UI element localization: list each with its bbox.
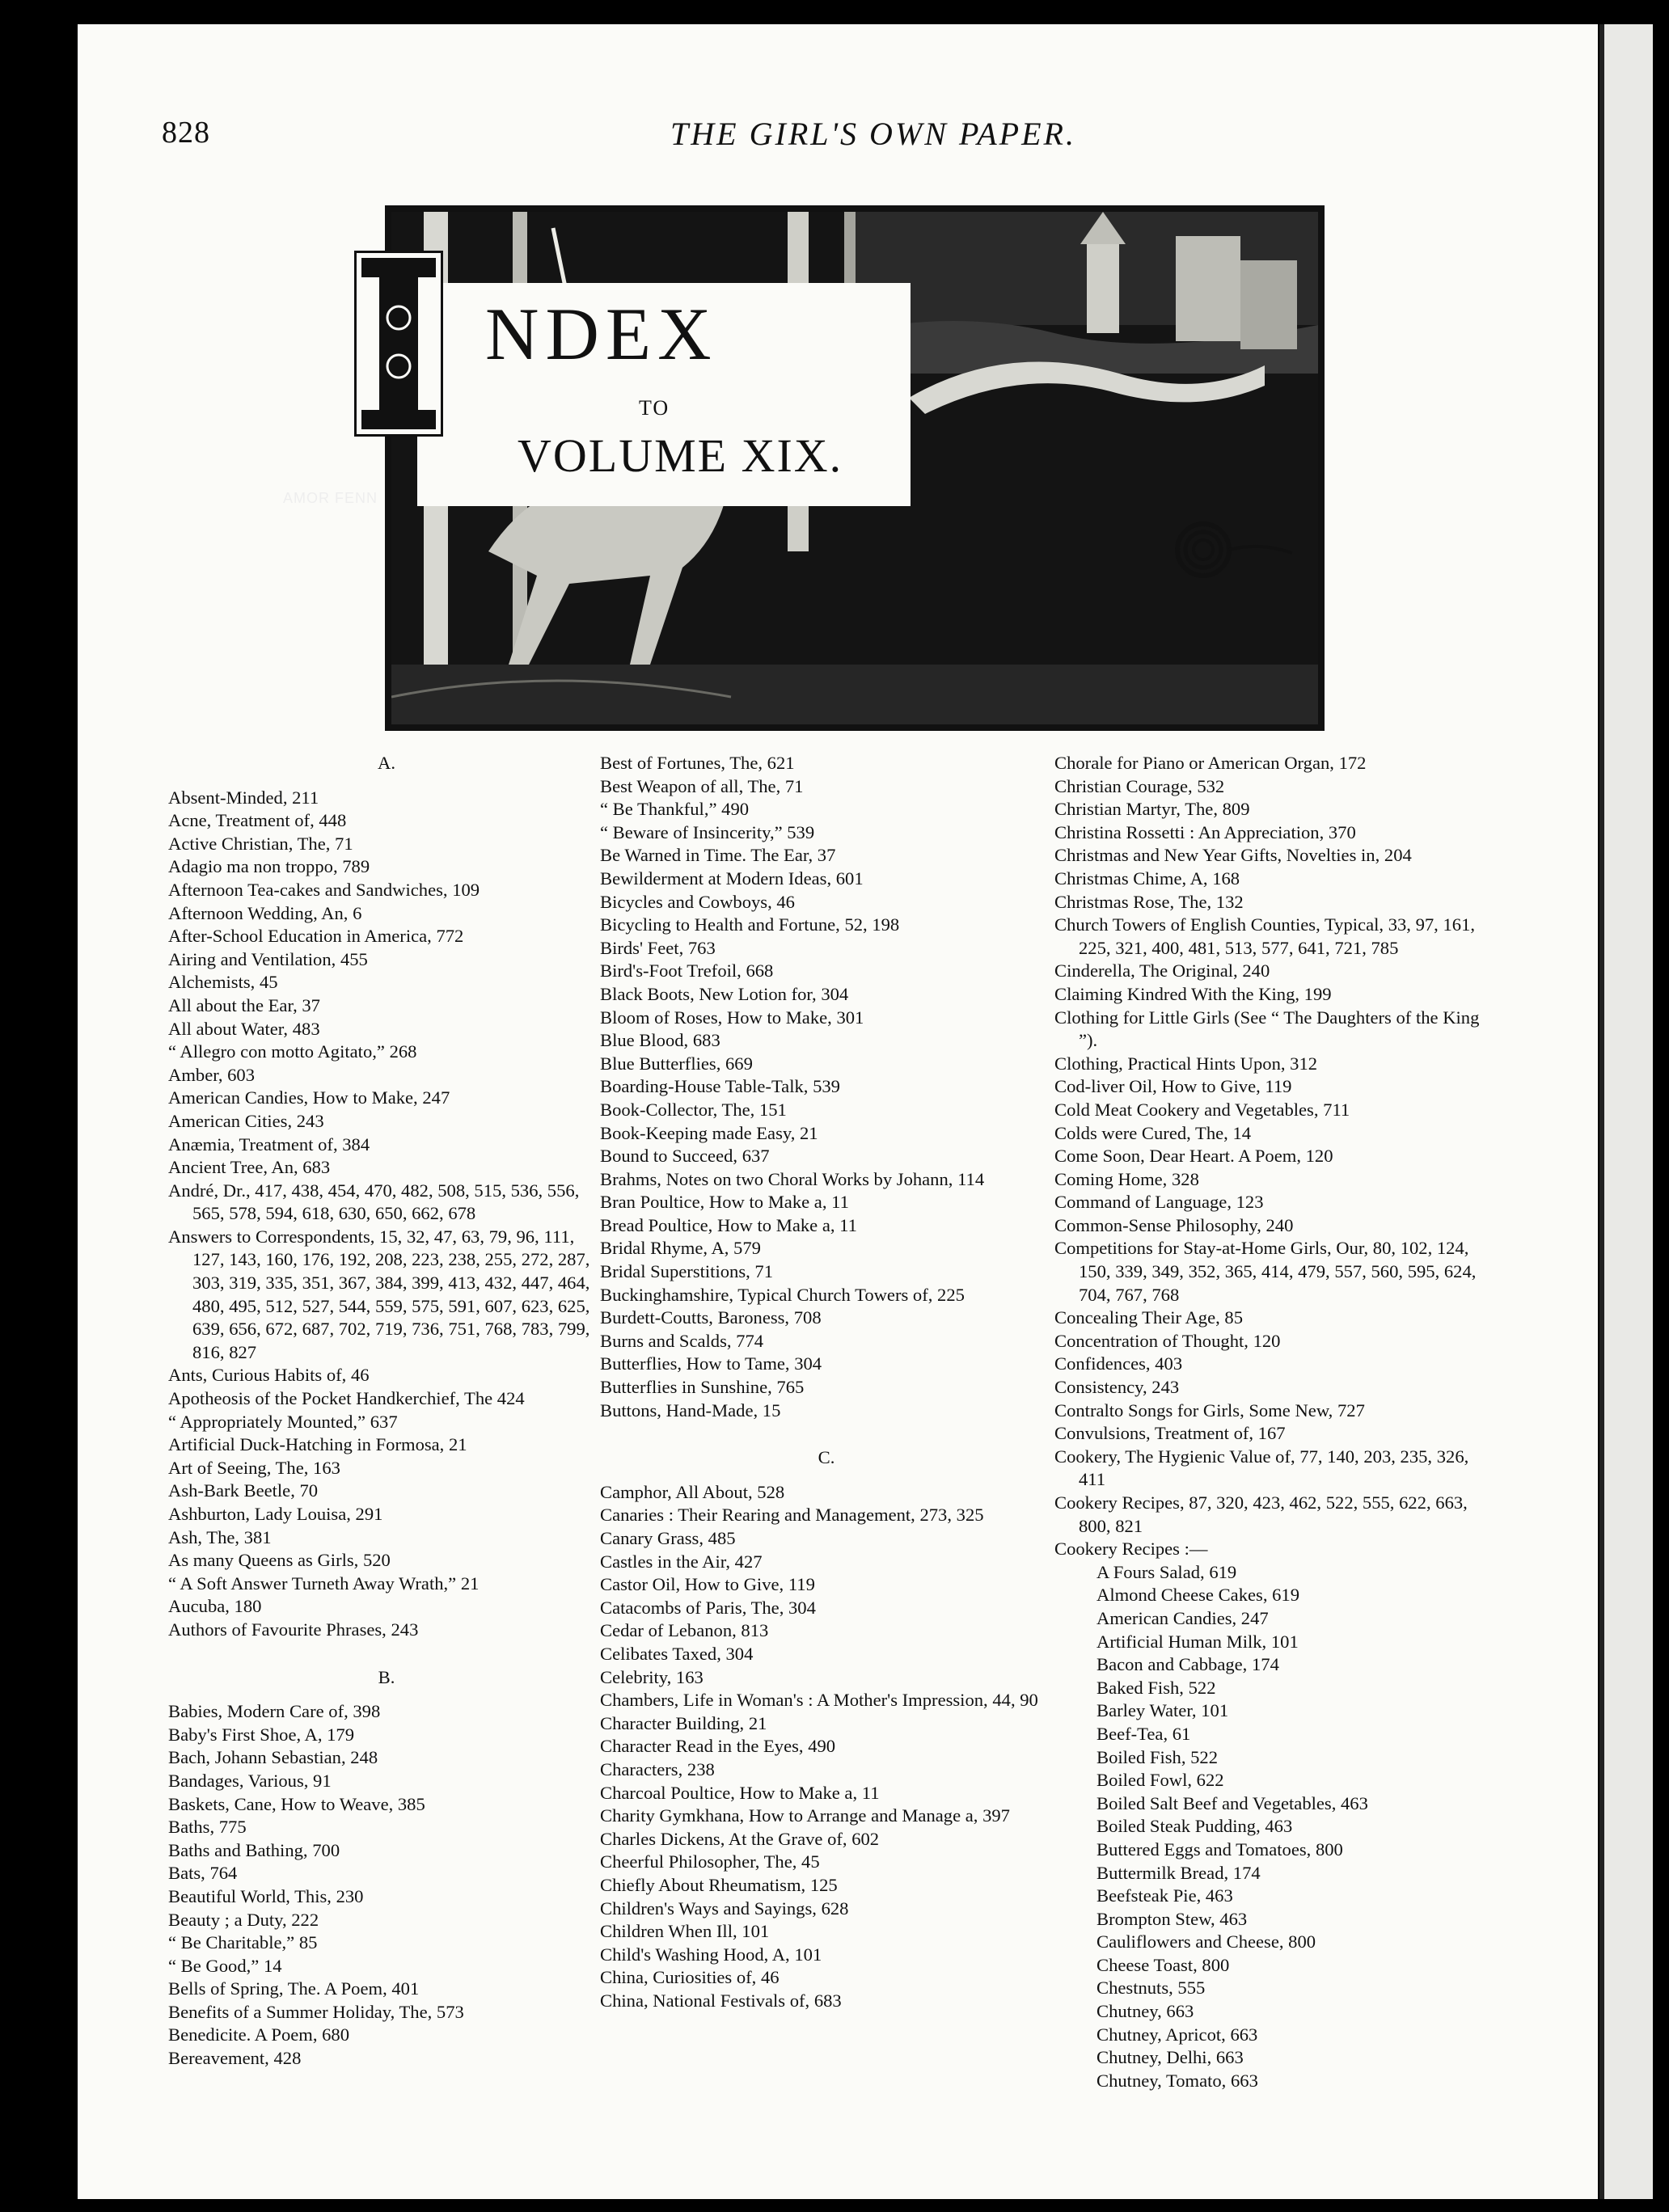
index-entry: Charity Gymkhana, How to Arrange and Manage a, 397 bbox=[600, 1805, 1010, 1826]
index-entry: Celibates Taxed, 304 bbox=[600, 1643, 754, 1664]
index-entry: Camphor, All About, 528 bbox=[600, 1481, 785, 1502]
index-subentry: Buttered Eggs and Tomatoes, 800 bbox=[1096, 1838, 1343, 1860]
index-subentry: Cauliflowers and Cheese, 800 bbox=[1096, 1931, 1316, 1952]
index-entry: After-School Education in America, 772 bbox=[168, 926, 464, 947]
index-subentry: Chestnuts, 555 bbox=[1096, 1978, 1206, 1999]
index-entry: Christmas Rose, The, 132 bbox=[1054, 891, 1244, 912]
index-entry: Ash-Bark Beetle, 70 bbox=[168, 1480, 319, 1501]
index-entry: Cinderella, The Original, 240 bbox=[1054, 960, 1270, 981]
index-entry: Christina Rossetti : An Appreciation, 370 bbox=[1054, 821, 1356, 842]
index-entry: Benefits of a Summer Holiday, The, 573 bbox=[168, 2001, 464, 2022]
index-entry: Christmas Chime, A, 168 bbox=[1054, 867, 1240, 889]
index-entry: Anæmia, Treatment of, 384 bbox=[168, 1133, 370, 1155]
index-entry: Consistency, 243 bbox=[1054, 1377, 1180, 1398]
index-entry: Chorale for Piano or American Organ, 172 bbox=[1054, 753, 1367, 773]
spiral-ornament-icon bbox=[1171, 517, 1325, 582]
index-entry: André, Dr., 417, 438, 454, 470, 482, 508, 515, 536, 556, 565, 578, 594, 618, 630, 650, 662, 678 bbox=[168, 1180, 580, 1224]
index-entry: Children When Ill, 101 bbox=[600, 1921, 770, 1942]
index-entry: Bird's-Foot Trefoil, 668 bbox=[600, 960, 774, 981]
index-entry: Bound to Succeed, 637 bbox=[600, 1146, 770, 1167]
artist-signature: AMOR FENN bbox=[283, 490, 378, 506]
index-entry: Absent-Minded, 211 bbox=[168, 787, 319, 808]
index-entry: Burns and Scalds, 774 bbox=[600, 1330, 764, 1351]
index-subentry: Chutney, Delhi, 663 bbox=[1096, 2047, 1244, 2068]
index-entry: Book-Collector, The, 151 bbox=[600, 1099, 787, 1120]
index-entry: Coming Home, 328 bbox=[1054, 1168, 1199, 1189]
index-entry: “ Be Good,” 14 bbox=[168, 1955, 282, 1976]
index-entry: Bread Poultice, How to Make a, 11 bbox=[600, 1214, 857, 1235]
index-entry: Book-Keeping made Easy, 21 bbox=[600, 1122, 818, 1143]
index-entry: Convulsions, Treatment of, 167 bbox=[1054, 1423, 1286, 1444]
index-entry: Common-Sense Philosophy, 240 bbox=[1054, 1214, 1294, 1235]
index-entry: Clothing, Practical Hints Upon, 312 bbox=[1054, 1053, 1318, 1074]
index-entry: Best Weapon of all, The, 71 bbox=[600, 775, 804, 796]
index-entry: American Candies, How to Make, 247 bbox=[168, 1087, 450, 1108]
index-subentry: Boiled Fish, 522 bbox=[1096, 1746, 1219, 1767]
index-entry: Burdett-Coutts, Baroness, 708 bbox=[600, 1307, 822, 1328]
index-entry: Aucuba, 180 bbox=[168, 1596, 262, 1617]
index-entry: Christian Martyr, The, 809 bbox=[1054, 799, 1250, 820]
index-entry: “ Be Charitable,” 85 bbox=[168, 1932, 318, 1953]
index-entry: Adagio ma non troppo, 789 bbox=[168, 856, 370, 877]
index-entry: Cheerful Philosopher, The, 45 bbox=[600, 1851, 820, 1872]
index-entry: Cod-liver Oil, How to Give, 119 bbox=[1054, 1076, 1292, 1097]
index-entry: American Cities, 243 bbox=[168, 1110, 324, 1131]
index-entry: Concealing Their Age, 85 bbox=[1054, 1307, 1243, 1328]
index-entry: Brahms, Notes on two Choral Works by Johann, 114 bbox=[600, 1168, 985, 1189]
index-entry: Canary Grass, 485 bbox=[600, 1528, 736, 1548]
index-entry: Afternoon Tea-cakes and Sandwiches, 109 bbox=[168, 879, 480, 900]
index-entry: Children's Ways and Sayings, 628 bbox=[600, 1898, 849, 1919]
index-subentry: Chutney, 663 bbox=[1096, 2001, 1194, 2022]
index-entry: Catacombs of Paris, The, 304 bbox=[600, 1597, 816, 1618]
index-entry: Baby's First Shoe, A, 179 bbox=[168, 1724, 355, 1745]
index-entry: Airing and Ventilation, 455 bbox=[168, 948, 368, 969]
index-subentry: Boiled Fowl, 622 bbox=[1096, 1770, 1224, 1791]
index-entry: Command of Language, 123 bbox=[1054, 1192, 1264, 1213]
running-title: THE GIRL'S OWN PAPER. bbox=[670, 116, 1076, 152]
index-entry: Character Read in the Eyes, 490 bbox=[600, 1736, 836, 1757]
index-entry: Bloom of Roses, How to Make, 301 bbox=[600, 1007, 864, 1028]
index-entry: Concentration of Thought, 120 bbox=[1054, 1330, 1281, 1351]
index-entry: As many Queens as Girls, 520 bbox=[168, 1550, 391, 1571]
index-entry: Bridal Superstitions, 71 bbox=[600, 1261, 774, 1282]
index-subentry: Beefsteak Pie, 463 bbox=[1096, 1885, 1233, 1906]
index-entry: Chiefly About Rheumatism, 125 bbox=[600, 1874, 838, 1895]
index-subentry: Chutney, Apricot, 663 bbox=[1096, 2024, 1258, 2045]
index-entry: Be Warned in Time. The Ear, 37 bbox=[600, 845, 836, 866]
index-entry: Confidences, 403 bbox=[1054, 1353, 1183, 1374]
index-entry: Baths, 775 bbox=[168, 1817, 247, 1838]
index-entry: Characters, 238 bbox=[600, 1758, 715, 1779]
index-entry: Beautiful World, This, 230 bbox=[168, 1885, 364, 1906]
index-entry: Apotheosis of the Pocket Handkerchief, The 424 bbox=[168, 1388, 525, 1409]
index-entry: Bran Poultice, How to Make a, 11 bbox=[600, 1192, 849, 1213]
index-subentry: Beef-Tea, 61 bbox=[1096, 1723, 1191, 1744]
index-heading: NDEX bbox=[485, 293, 718, 375]
index-entry: Authors of Favourite Phrases, 243 bbox=[168, 1619, 419, 1640]
index-subentry: Bacon and Cabbage, 174 bbox=[1096, 1654, 1279, 1675]
index-entry: Answers to Correspondents, 15, 32, 47, 63, 79, 96, 111, 127, 143, 160, 176, 192, 208, 223, 238, 255, 272, 287, 303, 319, 335, 351, 367, 384, 399, 413, 432, 447, 464, 480, 495, 512, 527, 544, 559, 575, 591, 607, 623, 625, 639, 656, 672, 687, 702, 719, 736, 751, 768, 783, 799, 816, 827 bbox=[168, 1226, 590, 1362]
index-entry: Clothing for Little Girls (See “ The Daughters of the King ”). bbox=[1054, 1007, 1480, 1051]
index-subentry: Cheese Toast, 800 bbox=[1096, 1954, 1230, 1975]
index-entry: Acne, Treatment of, 448 bbox=[168, 810, 347, 831]
index-entry: Bereavement, 428 bbox=[168, 2048, 302, 2069]
index-column-3 bbox=[1054, 752, 1491, 2092]
index-entry: Cold Meat Cookery and Vegetables, 711 bbox=[1054, 1099, 1350, 1120]
index-entry: Come Soon, Dear Heart. A Poem, 120 bbox=[1054, 1146, 1333, 1167]
index-entry: Cookery Recipes :— bbox=[1054, 1539, 1208, 1560]
index-entry: Amber, 603 bbox=[168, 1064, 256, 1085]
index-entry: Buttons, Hand-Made, 15 bbox=[600, 1399, 781, 1420]
index-entry: Art of Seeing, The, 163 bbox=[168, 1457, 340, 1478]
index-entry: China, National Festivals of, 683 bbox=[600, 1990, 842, 2011]
index-entry: Butterflies in Sunshine, 765 bbox=[600, 1377, 805, 1398]
index-column-1 bbox=[168, 752, 605, 2071]
index-entry: Competitions for Stay-at-Home Girls, Our, 80, 102, 124, 150, 339, 349, 352, 365, 414, 479, 557, 560, 595, 624, 704, 767, 768 bbox=[1054, 1238, 1477, 1305]
index-entry: Cookery, The Hygienic Value of, 77, 140, 203, 235, 326, 411 bbox=[1054, 1446, 1469, 1490]
index-entry: Christian Courage, 532 bbox=[1054, 775, 1225, 796]
index-entry: Castor Oil, How to Give, 119 bbox=[600, 1574, 815, 1595]
index-entry: Black Boots, New Lotion for, 304 bbox=[600, 983, 849, 1004]
index-entry: Baths and Bathing, 700 bbox=[168, 1839, 340, 1860]
index-entry: Birds' Feet, 763 bbox=[600, 937, 716, 958]
index-entry: Boarding-House Table-Talk, 539 bbox=[600, 1076, 840, 1097]
index-entry: China, Curiosities of, 46 bbox=[600, 1967, 780, 1988]
index-subentry: Buttermilk Bread, 174 bbox=[1096, 1862, 1261, 1883]
index-column-2 bbox=[600, 752, 1053, 2012]
index-entry: Bells of Spring, The. A Poem, 401 bbox=[168, 1978, 420, 1999]
index-entry: Cookery Recipes, 87, 320, 423, 462, 522, 555, 622, 663, 800, 821 bbox=[1054, 1492, 1468, 1536]
index-entry: All about Water, 483 bbox=[168, 1018, 320, 1039]
index-subentry: American Candies, 247 bbox=[1096, 1607, 1269, 1628]
index-entry: Ashburton, Lady Louisa, 291 bbox=[168, 1504, 383, 1524]
index-entry: Charles Dickens, At the Grave of, 602 bbox=[600, 1828, 880, 1849]
index-entry: “ Beware of Insincerity,” 539 bbox=[600, 821, 815, 842]
index-entry: Contralto Songs for Girls, Some New, 727 bbox=[1054, 1399, 1365, 1420]
section-letter-heading: A. bbox=[378, 753, 395, 773]
section-letter-heading: C. bbox=[818, 1447, 835, 1468]
index-subentry: A Fours Salad, 619 bbox=[1096, 1561, 1237, 1582]
index-entry: Bandages, Various, 91 bbox=[168, 1770, 332, 1791]
index-entry: Bicycles and Cowboys, 46 bbox=[600, 891, 795, 912]
index-subentry: Chutney, Tomato, 663 bbox=[1096, 2070, 1258, 2091]
index-to-label: TO bbox=[639, 396, 670, 420]
index-entry: Benedicite. A Poem, 680 bbox=[168, 2024, 350, 2045]
index-entry: Church Towers of English Counties, Typical, 33, 97, 161, 225, 321, 400, 481, 513, 577, 641, 721, 785 bbox=[1054, 914, 1476, 958]
index-entry: Ancient Tree, An, 683 bbox=[168, 1157, 331, 1178]
index-entry: Christmas and New Year Gifts, Novelties in, 204 bbox=[1054, 845, 1412, 866]
page-number: 828 bbox=[162, 116, 210, 150]
index-entry: Bewilderment at Modern Ideas, 601 bbox=[600, 867, 864, 889]
index-entry: Baskets, Cane, How to Weave, 385 bbox=[168, 1793, 425, 1814]
index-entry: Bats, 764 bbox=[168, 1863, 238, 1884]
index-entry: Character Building, 21 bbox=[600, 1712, 767, 1733]
index-subentry: Boiled Steak Pudding, 463 bbox=[1096, 1816, 1293, 1837]
index-entry: Bridal Rhyme, A, 579 bbox=[600, 1238, 761, 1259]
illuminated-initial-i bbox=[354, 251, 443, 437]
index-entry: Bicycling to Health and Fortune, 52, 198 bbox=[600, 914, 900, 935]
index-subentry: Barley Water, 101 bbox=[1096, 1700, 1229, 1721]
index-entry: Celebrity, 163 bbox=[600, 1666, 704, 1687]
index-entry: Best of Fortunes, The, 621 bbox=[600, 753, 795, 773]
index-entry: Ash, The, 381 bbox=[168, 1526, 272, 1547]
index-entry: Claiming Kindred With the King, 199 bbox=[1054, 983, 1332, 1004]
index-entry: “ A Soft Answer Turneth Away Wrath,” 21 bbox=[168, 1572, 480, 1594]
index-subentry: Artificial Human Milk, 101 bbox=[1096, 1631, 1299, 1652]
index-subentry: Boiled Salt Beef and Vegetables, 463 bbox=[1096, 1792, 1368, 1813]
index-entry: Child's Washing Hood, A, 101 bbox=[600, 1944, 822, 1965]
index-entry: Ants, Curious Habits of, 46 bbox=[168, 1365, 370, 1386]
index-entry: Buckinghamshire, Typical Church Towers of, 225 bbox=[600, 1284, 965, 1305]
index-subentry: Baked Fish, 522 bbox=[1096, 1677, 1216, 1698]
index-subentry: Brompton Stew, 463 bbox=[1096, 1908, 1248, 1929]
index-entry: Blue Butterflies, 669 bbox=[600, 1053, 753, 1074]
facing-page-edge bbox=[1599, 24, 1653, 2199]
ornament-icon bbox=[357, 253, 441, 434]
index-entry: Charcoal Poultice, How to Make a, 11 bbox=[600, 1782, 880, 1803]
index-entry: Alchemists, 45 bbox=[168, 972, 278, 993]
index-entry: Artificial Duck-Hatching in Formosa, 21 bbox=[168, 1434, 467, 1455]
index-entry: “ Appropriately Mounted,” 637 bbox=[168, 1411, 398, 1432]
index-entry: Afternoon Wedding, An, 6 bbox=[168, 902, 362, 923]
index-subentry: Almond Cheese Cakes, 619 bbox=[1096, 1585, 1300, 1606]
index-entry: “ Allegro con motto Agitato,” 268 bbox=[168, 1041, 417, 1062]
index-entry: Babies, Modern Care of, 398 bbox=[168, 1701, 381, 1722]
index-entry: Beauty ; a Duty, 222 bbox=[168, 1909, 319, 1930]
index-entry: “ Be Thankful,” 490 bbox=[600, 799, 750, 820]
index-entry: Chambers, Life in Woman's : A Mother's Impression, 44, 90 bbox=[600, 1690, 1038, 1711]
index-entry: Bach, Johann Sebastian, 248 bbox=[168, 1747, 378, 1768]
index-entry: Butterflies, How to Tame, 304 bbox=[600, 1353, 822, 1374]
index-entry: Colds were Cured, The, 14 bbox=[1054, 1122, 1252, 1143]
index-entry: All about the Ear, 37 bbox=[168, 994, 320, 1015]
index-entry: Active Christian, The, 71 bbox=[168, 833, 353, 854]
index-entry: Blue Blood, 683 bbox=[600, 1030, 720, 1051]
volume-title: VOLUME XIX. bbox=[518, 429, 843, 482]
index-entry: Cedar of Lebanon, 813 bbox=[600, 1620, 769, 1641]
index-entry: Canaries : Their Rearing and Management, 273, 325 bbox=[600, 1505, 984, 1526]
index-entry: Castles in the Air, 427 bbox=[600, 1551, 763, 1572]
section-letter-heading: B. bbox=[378, 1666, 395, 1687]
